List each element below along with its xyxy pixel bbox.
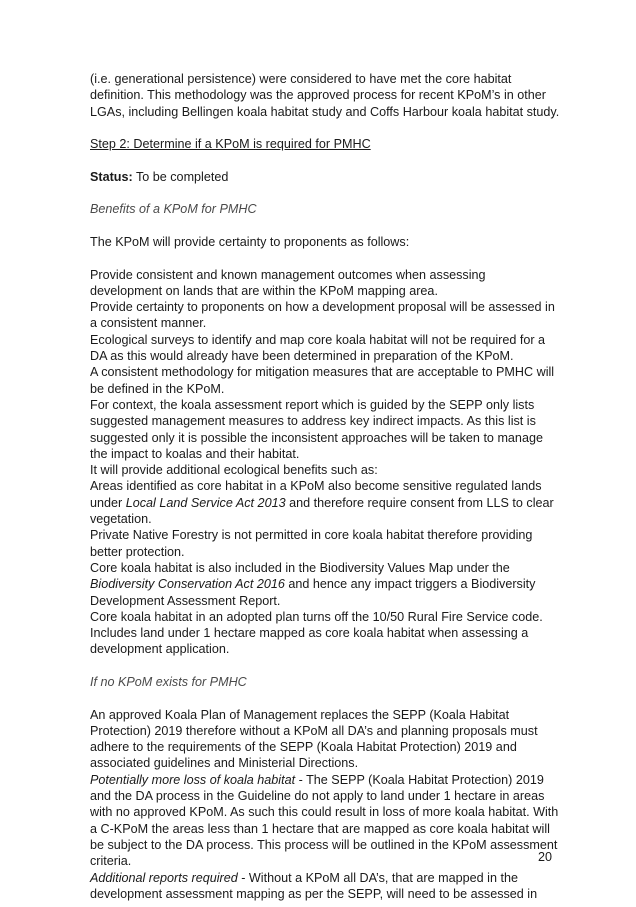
benefit-text: Core koala habitat is also included in the Biodiversity Values Map under the — [90, 560, 510, 575]
act-title: Biodiversity Conservation Act 2016 — [90, 577, 285, 592]
act-title: Local Land Service Act 2013 — [125, 495, 286, 510]
no-kpom-paragraph — [90, 870, 560, 903]
benefit-item: It will provide additional ecological benefits such as: — [90, 463, 378, 478]
paragraph-continuation: (i.e. generational persistence) were considered to have met the core habitat definition. This methodology was the approved process for recent KPoM’s in other LGAs, including Bellingen koala habitat study and Coffs Harbour koala habitat study. — [90, 72, 560, 119]
status-label: Status: — [90, 169, 133, 184]
no-kpom-paragraph: An approved Koala Plan of Management replaces the SEPP (Koala Habitat Protection) 2019 therefore without a KPoM all DA’s and planning proposals must adhere to the requirements of the SEPP (Koala Habitat Protection) 2019 and associated guidelines and Ministerial Directions. — [90, 707, 538, 771]
status-line — [90, 169, 560, 185]
inline-heading: Additional reports required — [90, 870, 238, 885]
benefit-item: Core koala habitat in an adopted plan turns off the 10/50 Rural Fire Service code. — [90, 609, 543, 624]
benefit-item: For context, the koala assessment report which is guided by the SEPP only lists suggested management measures to address key indirect impacts. As this list is suggested only it is possible the inconsistent approaches will be taken to manage the impact to koalas and their habitat. — [90, 397, 543, 461]
status-value: To be completed — [132, 169, 229, 184]
page-number: 20 — [537, 850, 552, 864]
benefit-item: A consistent methodology for mitigation measures that are acceptable to PMHC will be defined in the KPoM. — [90, 365, 555, 396]
benefit-item: Provide certainty to proponents on how a development proposal will be assessed in a consistent manner. — [90, 300, 555, 331]
paragraph-text: - The SEPP (Koala Habitat Protection) 2019 and the DA process in the Guideline do not apply to land under 1 hectare in areas with no approved KPoM. As such this could result in loss of more koala habitat. With a C-KPoM the areas less than 1 hectare that are mapped as core koala habitat will be subject to the DA process. This process will be outlined in the KPoM assessment criteria. — [90, 772, 559, 869]
no-kpom-paragraph — [90, 772, 560, 870]
body-text — [90, 71, 560, 902]
benefit-item: Includes land under 1 hectare mapped as core koala habitat when assessing a development application. — [90, 626, 529, 657]
benefit-item — [90, 560, 560, 609]
benefits-intro: The KPoM will provide certainty to proponents as follows: — [90, 234, 410, 249]
step-2-heading: Step 2: Determine if a KPoM is required for PMHC — [90, 137, 371, 152]
inline-heading: Potentially more loss of koala habitat — [90, 772, 296, 787]
benefit-text: and therefore require consent from LLS to clear vegetation. — [90, 495, 554, 527]
benefit-item: Ecological surveys to identify and map core koala habitat will not be required for a DA as this would already have been determined in preparation of the KPoM. — [90, 332, 546, 364]
benefits-subheading: Benefits of a KPoM for PMHC — [90, 202, 257, 217]
benefit-item — [90, 478, 560, 527]
benefit-item: Private Native Forestry is not permitted in core koala habitat therefore providing better protection. — [90, 528, 533, 559]
benefit-text: Areas identified as core habitat in a KPoM also become sensitive regulated lands under — [90, 479, 542, 510]
benefit-text: and hence any impact triggers a Biodiversity Development Assessment Report. — [90, 577, 536, 608]
no-kpom-subheading: If no KPoM exists for PMHC — [90, 674, 247, 689]
paragraph-text: - Without a KPoM all DA’s, that are mapped in the development assessment mapping as per the SEPP, will need to be assessed in — [90, 870, 538, 901]
benefit-item: Provide consistent and known management outcomes when assessing development on lands that are within the KPoM mapping area. — [90, 267, 486, 298]
